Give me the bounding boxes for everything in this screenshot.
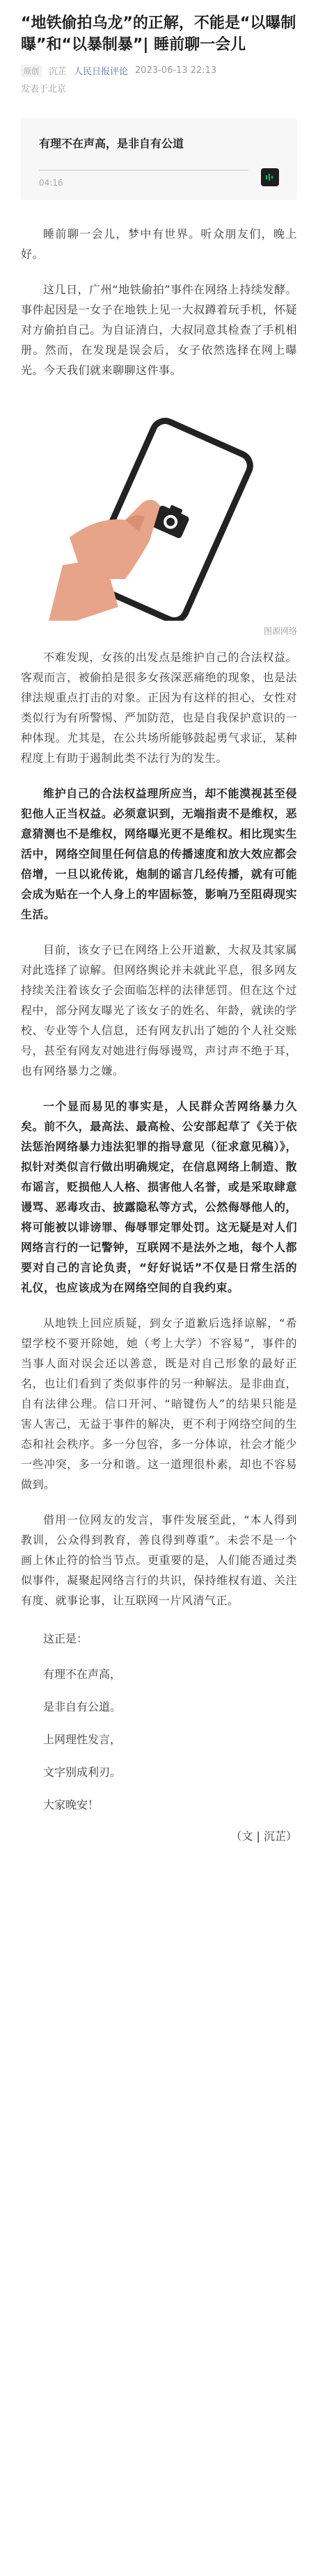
author-name: 沉芷 [49, 67, 67, 77]
closing-line: 上网理性发言， [43, 1733, 122, 1746]
original-tag: 原创 [21, 65, 42, 77]
audio-title: 有理不在声高，是非自有公道 [39, 137, 184, 150]
publish-datetime: 2023-06-13 22:13 [135, 65, 217, 76]
audio-play-icon[interactable] [261, 168, 279, 186]
audio-duration: 04:16 [39, 178, 63, 188]
article-signature: （文 | 沉芷） [230, 1829, 297, 1843]
article-meta [21, 64, 297, 77]
closing-intro: 这正是： [43, 1632, 88, 1645]
paragraph-8: 借用一位网友的发言，事件发展至此，“本人得到教训，公众得到教育，善良得到尊重”。未尝不是一个画上休止符的恰当节点。更重要的是，人们能否通过类似事件，凝聚起网络言行的共识，保持维权有道、关注有度、就事论事，让互联网一片风清气正。 [21, 1513, 297, 1607]
paragraph-1: 睡前聊一会儿，梦中有世界。听众朋友们，晚上好。 [21, 227, 297, 261]
closing-line: 文字别成利刃。 [43, 1766, 122, 1779]
account-link[interactable]: 人民日报评论 [74, 67, 129, 77]
paragraph-4: 维护自己的合法权益理所应当，却不能漠视甚至侵犯他人正当权益。必须意识到，无端指责不是维权，恶意猜测也不是维权，网络曝光更不是维权。相比现实生活中，网络空间里任何信息的传播速度和放大效应都会倍增，一旦以讹传讹，炮制的谣言几经传播，就有可能会成为贴在一个人身上的牢固标签，影响乃至阻碍现实生活。 [21, 787, 297, 921]
paragraph-6-text: 一个显而易见的事实是，人民群众苦网络暴力久矣。前不久，最高法、最高检、公安部起草了《关于依法惩治网络暴力违法犯罪的指导意见（征求意见稿）》，拟针对类似言行做出明确规定，在信息网络上制造、散布谣言，贬损他人人格、损害他人名誉，或是采取肆意谩骂、恶毒攻击、披露隐私等方式，公然侮辱他人的，将可能被以诽谤罪、侮辱罪定罪处罚。这无疑是对人们网络言行的一记警钟，互联网不是法外之地，每个人都要对自己的言论负责，“好好说话”不仅是日常生活的礼仪，也应该成为在网络空间的自我约束。 [21, 1100, 297, 1294]
publish-location: 发表于北京 [21, 84, 67, 95]
phone-camera-illustration [21, 398, 297, 621]
image-caption: 图源网络 [263, 626, 297, 636]
paragraph-7: 从地铁上回应质疑，到女子道歉后选择谅解，“希望学校不要开除她，她（考上大学）不容易”，事件的当事人面对误会还以善意，既是对自己形象的最好正名，也让们看到了类似事件的另一种解法。是非曲直，自有法律公理。信口开河、“暗键伤人”的结果只能是害人害己，无益于事件的解决，更不利于网络空间的生态和社会秩序。多一分包容，多一分体谅，社会才能少一些冲突，多一分和谐。这一道理很朴素，却也不容易做到。 [21, 1316, 297, 1491]
paragraph-5: 目前，该女子已在网络上公开道歉，大叔及其家属对此选择了谅解。但网络舆论并未就此平息，很多网友持续关注着该女子会面临怎样的法律惩罚。但在这个过程中，部分网友曝光了该女子的姓名、年龄，就读的学校、专业等个人信息，还有网友扒出了她的个人社交账号，甚至有网友对她进行侮辱谩骂，声讨声不绝于耳，也有网络暴力之嫌。 [21, 943, 297, 1077]
closing-line: 大家晚安！ [43, 1798, 100, 1811]
paragraph-2: 这几日，广州“地铁偷拍”事件在网络上持续发酵。事件起因是一女子在地铁上见一大叔蹲着玩手机，怀疑对方偷拍自己。为自证清白，大叔同意其检查了手机相册。然而，在发现是误会后，女子依然选择在网上曝光。今天我们就来聊聊这件事。 [21, 283, 297, 377]
closing-line: 有理不在声高， [43, 1668, 122, 1681]
article-title: “地铁偷拍乌龙”的正解，不能是“以曝制曝”和“以暴制暴”| 睡前聊一会儿 [21, 15, 296, 54]
paragraph-6 [21, 1096, 297, 1298]
audio-player[interactable] [21, 118, 297, 200]
closing-poem [21, 1629, 297, 1815]
paragraph-3: 不难发现，女孩的出发点是维护自己的合法权益。客观而言，被偷拍是很多女孩深恶痛绝的现象，也是法律法规重点打击的对象。正因为有这样的担心，女性对类似行为有所警惕、严加防范，也是自我保护意识的一种体现。尤其是，在公共场所能够鼓起勇气求证，某种程度上有助于遏制此类不法行为的发生。 [21, 651, 297, 765]
article-image [21, 398, 297, 635]
closing-line: 是非自有公道。 [43, 1700, 122, 1713]
audio-progress-bar[interactable] [39, 170, 248, 171]
